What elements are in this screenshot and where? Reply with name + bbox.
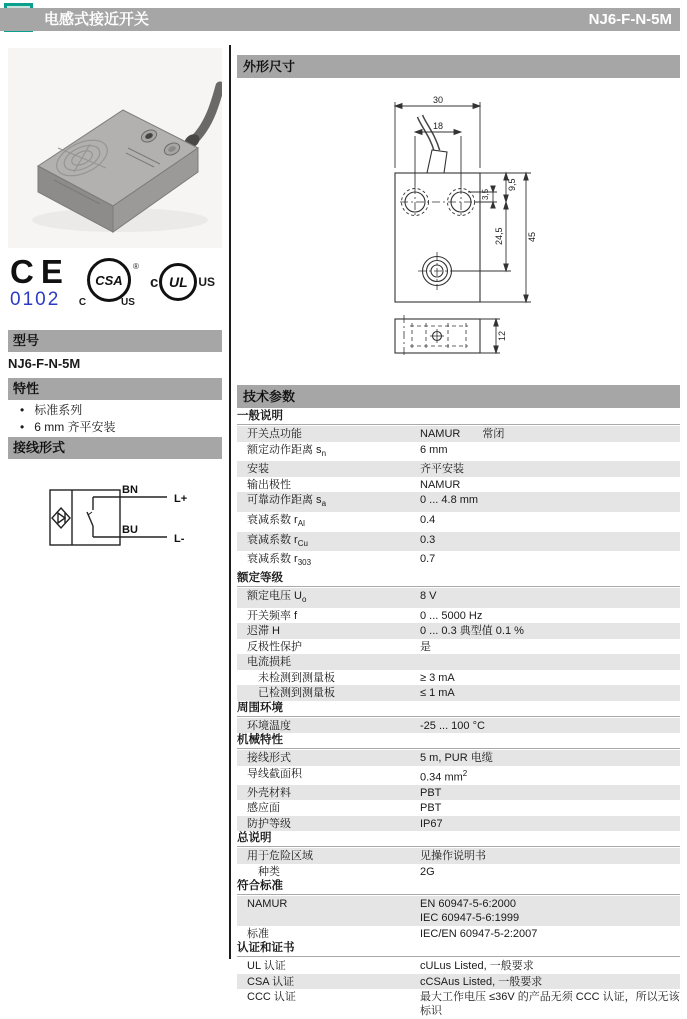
csa-c-label: C xyxy=(78,297,87,308)
section-header-dimensions: 外形尺寸 xyxy=(237,55,680,78)
spec-label: NAMUR xyxy=(247,898,288,911)
spec-row xyxy=(237,864,680,880)
spec-row xyxy=(237,623,680,639)
spec-row xyxy=(237,958,680,974)
spec-row xyxy=(237,588,680,608)
spec-label: 接线形式 xyxy=(247,752,291,765)
spec-label: 感应面 xyxy=(247,802,280,815)
spec-value: 齐平安装 xyxy=(420,463,464,476)
section-header-tech-params: 技术参数 xyxy=(237,385,680,408)
spec-value: IP67 xyxy=(420,817,443,830)
spec-label: 反极性保护 xyxy=(247,640,302,653)
wire-label-bn: BN xyxy=(122,484,138,496)
feature-item: • 6 mm 齐平安装 xyxy=(20,420,116,434)
spec-value: 是 xyxy=(420,640,431,653)
spec-label: 标准 xyxy=(247,927,269,940)
spec-label: 安装 xyxy=(247,463,269,476)
spec-row xyxy=(237,426,680,442)
spec-row xyxy=(237,670,680,686)
spec-row xyxy=(237,848,680,864)
spec-row xyxy=(237,989,680,1019)
spec-row xyxy=(237,654,680,670)
spec-label: 环境温度 xyxy=(247,719,291,732)
spec-label: 电流损耗 xyxy=(247,656,291,669)
spec-label: 额定动作距离 $s_n$ xyxy=(247,443,327,458)
spec-label: CCC 认证 xyxy=(247,991,296,1004)
tech-params-table xyxy=(237,409,680,1019)
wire-label-bu: BU xyxy=(122,524,138,536)
spec-value: 0.3 xyxy=(420,533,436,546)
ul-c-label: c xyxy=(150,273,159,291)
spec-row xyxy=(237,785,680,801)
spec-label: 开关点功能 xyxy=(247,428,302,440)
spec-label: CSA 认证 xyxy=(247,975,295,988)
spec-value: cULus Listed, 一般要求 xyxy=(420,960,534,973)
spec-label: 种类 xyxy=(258,865,280,878)
dimension-drawing xyxy=(300,90,630,390)
header-model-number: NJ6-F-N-5M xyxy=(588,11,672,28)
spec-label: 衰减系数 $r_{303}$ xyxy=(247,553,312,568)
spec-row xyxy=(237,926,680,942)
spec-label: 可靠动作距离 $s_a$ xyxy=(247,494,327,509)
spec-row xyxy=(237,766,680,785)
spec-value: 0 ... 5000 Hz xyxy=(420,609,483,622)
spec-value: 0.7 xyxy=(420,553,436,566)
wiring-diagram xyxy=(25,465,205,570)
spec-value: 8 V xyxy=(420,589,437,602)
spec-row xyxy=(237,800,680,816)
spec-row xyxy=(237,442,680,462)
spec-section-header: 机械特性 xyxy=(237,733,680,749)
csa-registered: ® xyxy=(133,262,139,271)
page-title: 电感式接近开关 xyxy=(44,11,150,28)
spec-value: ≥ 3 mA xyxy=(420,671,455,684)
spec-row xyxy=(237,750,680,766)
dim-label-45: 45 xyxy=(527,231,537,242)
page-header-bar xyxy=(0,8,680,31)
spec-label: 未检测到测量板 xyxy=(258,671,335,684)
spec-label: 已检测到测量板 xyxy=(258,687,335,700)
spec-value: 5 m, PUR 电缆 xyxy=(420,752,493,765)
bullet-icon: • xyxy=(20,403,25,417)
section-header-model: 型号 xyxy=(8,330,222,352)
sensor-photo-illustration xyxy=(8,48,222,248)
bullet-icon: • xyxy=(20,420,25,434)
spec-section-header: 认证和证书 xyxy=(237,941,680,957)
spec-label: 迟滞 H xyxy=(247,625,280,638)
spec-row xyxy=(237,718,680,734)
spec-row xyxy=(237,639,680,655)
spec-label: 输出极性 xyxy=(247,478,291,491)
spec-value: NAMUR 常闭 xyxy=(420,428,505,440)
spec-value: 0 ... 4.8 mm xyxy=(420,494,479,507)
spec-value: 6 mm xyxy=(420,443,448,456)
wire-label-lminus: L- xyxy=(174,533,185,545)
spec-row xyxy=(237,461,680,477)
spec-value: ≤ 1 mA xyxy=(420,687,455,700)
ul-circle: UL xyxy=(159,263,197,301)
dim-label-9-5: 9,5 xyxy=(507,178,517,191)
spec-label: 开关频率 f xyxy=(247,609,298,622)
ul-us-label: US xyxy=(198,275,216,289)
product-photo xyxy=(8,48,222,248)
spec-row xyxy=(237,896,680,926)
spec-label: 用于危险区域 xyxy=(247,850,313,863)
spec-label: 防护等级 xyxy=(247,817,291,830)
spec-section-header: 周围环境 xyxy=(237,701,680,717)
spec-value: EN 60947-5-6:2000 IEC 60947-5-6:1999 xyxy=(420,898,520,925)
dim-label-24-5: 24,5 xyxy=(494,227,504,245)
spec-value: cCSAus Listed, 一般要求 xyxy=(420,975,543,988)
spec-value: PBT xyxy=(420,802,442,815)
dim-label-18: 18 xyxy=(433,121,444,131)
spec-row xyxy=(237,974,680,990)
spec-section-header: 额定等级 xyxy=(237,571,680,587)
spec-section-header: 符合标准 xyxy=(237,879,680,895)
spec-value: 见操作说明书 xyxy=(420,850,486,863)
section-header-connection: 接线形式 xyxy=(8,437,222,459)
spec-label: 衰减系数 $r_{Cu}$ xyxy=(247,533,308,548)
spec-value: 0.4 xyxy=(420,513,436,526)
spec-row xyxy=(237,608,680,624)
dim-label-3-5: 3,5 xyxy=(481,188,490,200)
spec-section-header: 一般说明 xyxy=(237,409,680,425)
spec-row xyxy=(237,512,680,532)
model-number: NJ6-F-N-5M xyxy=(8,356,81,371)
spec-value: 最大工作电压 ≤36V 的产品无须 CCC 认证，所以无该 标识 xyxy=(420,991,680,1018)
dim-label-30: 30 xyxy=(433,95,444,105)
certification-logos xyxy=(8,252,222,312)
csa-mark-icon xyxy=(79,254,141,310)
section-header-features: 特性 xyxy=(8,378,222,400)
spec-value: 0 ... 0.3 典型值 0.1 % xyxy=(420,625,524,638)
spec-value: 2G xyxy=(420,865,435,878)
spec-label: 额定电压 $U_o$ xyxy=(247,589,307,605)
dim-label-12: 12 xyxy=(497,330,507,341)
feature-item: • 标准系列 xyxy=(20,403,83,417)
column-divider xyxy=(229,45,231,959)
ce-logo-icon: CE xyxy=(10,253,70,290)
ce-mark xyxy=(10,255,70,309)
spec-label: 衰减系数 $r_{Al}$ xyxy=(247,513,305,529)
spec-value: 0.34 $mm^2$ xyxy=(420,768,468,784)
csa-circle: CSA xyxy=(87,258,131,302)
spec-row xyxy=(237,492,680,512)
spec-row xyxy=(237,551,680,571)
spec-section-header: 总说明 xyxy=(237,831,680,847)
spec-value: NAMUR xyxy=(420,478,461,491)
spec-label: UL 认证 xyxy=(247,960,286,973)
ce-number: 0102 xyxy=(10,289,61,310)
spec-row xyxy=(237,816,680,832)
spec-value: IEC/EN 60947-5-2:2007 xyxy=(420,927,538,940)
spec-value: -25 ... 100 °C xyxy=(420,719,485,732)
spec-row xyxy=(237,685,680,701)
wire-label-lplus: L+ xyxy=(174,493,188,505)
spec-row xyxy=(237,532,680,552)
spec-label: 导线截面积 xyxy=(247,767,302,780)
spec-value: PBT xyxy=(420,786,442,799)
spec-label: 外壳材料 xyxy=(247,786,291,799)
ul-mark-icon xyxy=(150,254,220,310)
spec-value xyxy=(420,655,680,669)
spec-row xyxy=(237,477,680,493)
csa-us-label: US xyxy=(121,297,135,308)
